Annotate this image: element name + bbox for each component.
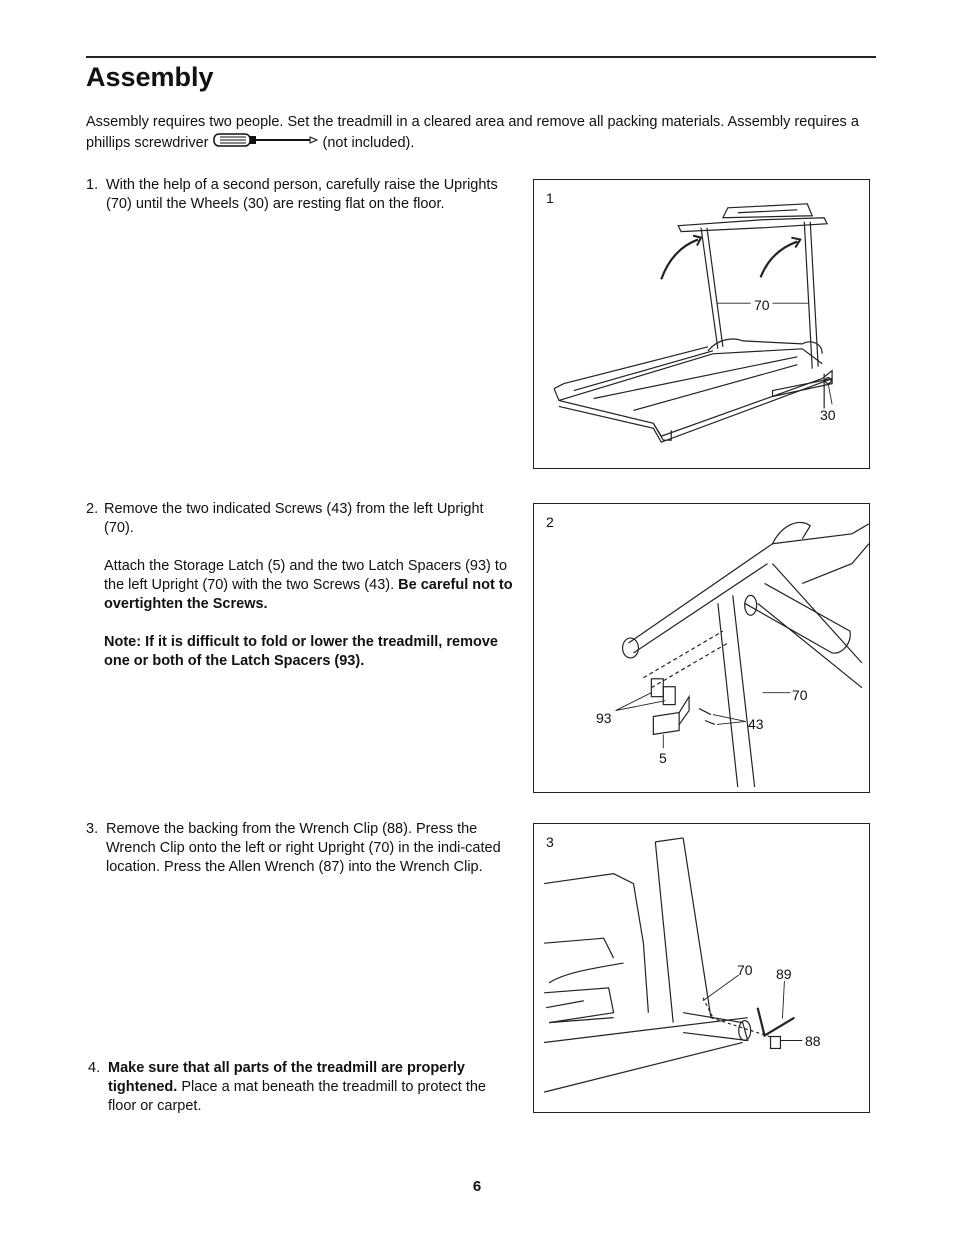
callout-wheels: 30 [820,407,836,423]
figure-label: 2 [546,514,554,530]
step-bold-text: Make sure that all parts of the treadmill are properly tightened. [108,1060,465,1095]
wrench-clip-illustration [534,824,869,1112]
note-text: Note: If it is difficult to fold or lower the treadmill, remove one or both of the Latch Spacers (93). [104,634,498,669]
treadmill-raise-illustration [534,180,869,468]
step-1 [86,176,516,214]
callout-storage-latch: 5 [659,750,667,766]
phillips-screwdriver-icon [212,132,318,154]
callout-allen-wrench: 89 [776,966,792,982]
figure-label: 1 [546,190,554,206]
step-text: Place a mat beneath the treadmill to protect the floor or carpet. [108,1079,486,1114]
callout-latch-spacers: 93 [596,710,612,726]
callout-upright: 70 [737,962,753,978]
step-number: 3. [86,821,99,837]
step-text: With the help of a second person, carefully raise the Uprights (70) until the Wheels (30) are resting flat on the floor. [106,177,498,212]
intro-text: Assembly requires two people. Set the treadmill in a cleared area and remove all packing materials. Assembly requires a phillips screwdriver [86,114,859,151]
figure-2 [533,503,870,793]
callout-upright: 70 [792,687,808,703]
intro-text-end: (not included). [322,134,415,151]
page-number: 6 [472,1178,482,1195]
attach-text: Attach the Storage Latch (5) and the two Latch Spacers (93) to the left Upright (70) with the two Screws (43). [104,558,508,593]
callout-wrench-clip: 88 [805,1033,821,1049]
intro-paragraph [86,113,876,154]
step-2 [86,500,516,671]
step-number: 2. [86,501,99,517]
figure-label: 3 [546,834,554,850]
step-text: Remove the two indicated Screws (43) from the left Upright (70). [104,501,484,536]
step-number: 1. [86,177,99,193]
figure-1 [533,179,870,469]
step-text-attach [104,557,516,614]
caution-text: Be careful not to overtighten the Screws. [104,577,513,612]
step-text: Remove the backing from the Wrench Clip (88). Press the Wrench Clip onto the left or right Upright (70) in the indi-cated location. Press the Allen Wrench (87) into the Wrench Clip. [106,821,501,875]
callout-screws: 43 [748,716,764,732]
header-rule [86,56,876,58]
page-title: Assembly [86,62,214,92]
step-4 [88,1059,518,1116]
figure-3 [533,823,870,1113]
storage-latch-illustration [534,504,869,792]
step-number: 4. [88,1060,101,1076]
step-3 [86,820,516,877]
callout-upright: 70 [754,297,770,313]
